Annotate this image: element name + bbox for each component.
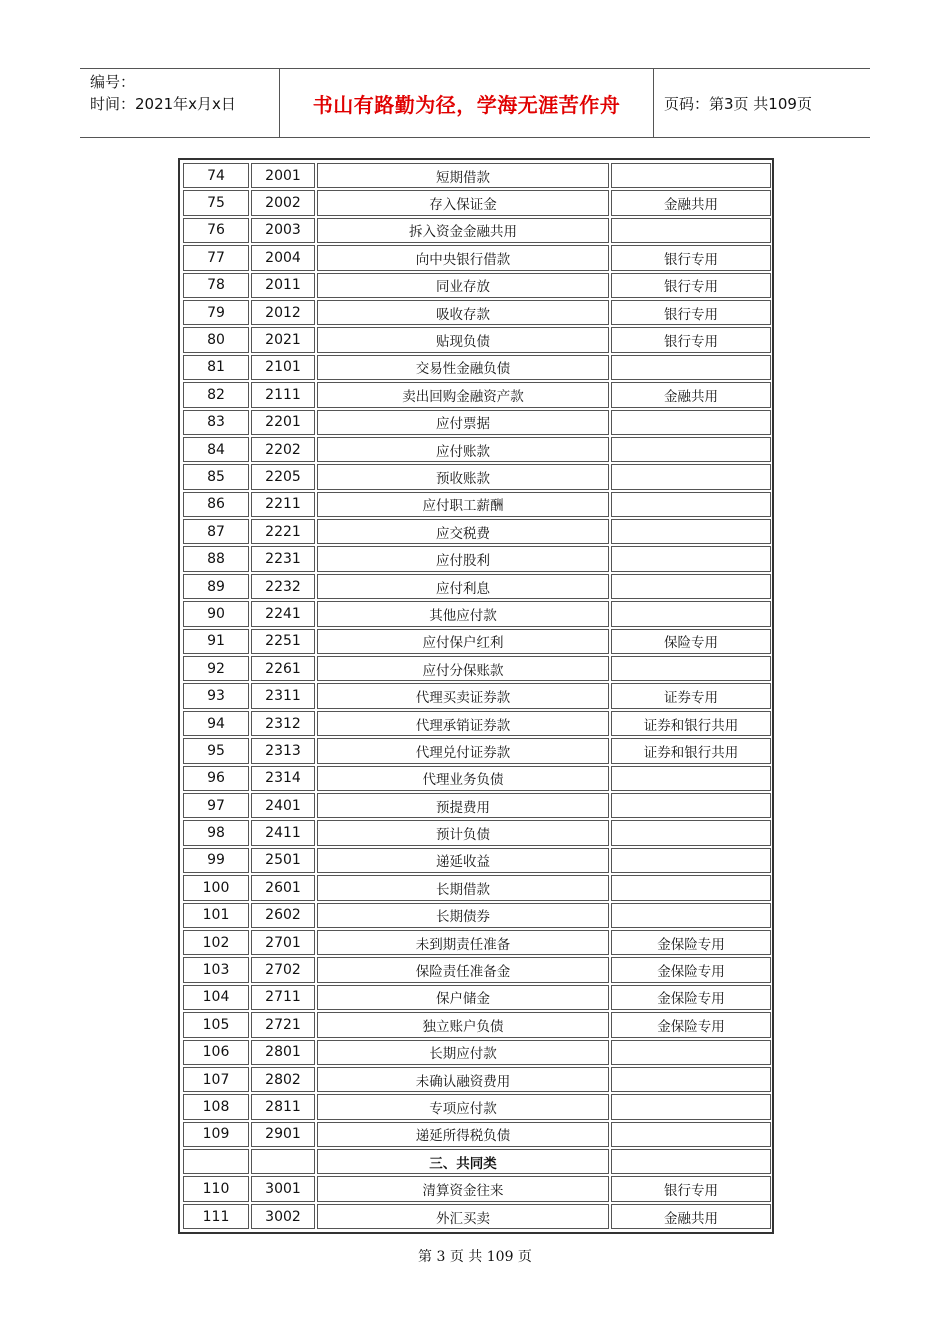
row-number-cell: 92 [183,656,249,681]
row-number-cell: 90 [183,601,249,626]
usage-note-cell [611,519,771,544]
row-number-cell: 87 [183,519,249,544]
account-code-cell: 2012 [251,300,315,325]
account-code-cell: 2231 [251,546,315,571]
account-code-cell: 2011 [251,273,315,298]
account-name-cell: 卖出回购金融资产款 [317,382,609,407]
account-code-cell: 2202 [251,437,315,462]
table-row [183,1067,771,1092]
table-row [183,327,771,352]
usage-note-cell [611,766,771,791]
account-name-cell: 代理兑付证券款 [317,738,609,763]
usage-note-cell [611,1122,771,1147]
page-header [80,68,870,138]
row-number-cell: 80 [183,327,249,352]
account-code-cell: 2721 [251,1012,315,1037]
row-number-cell: 83 [183,410,249,435]
row-number-cell: 76 [183,218,249,243]
account-name-cell: 向中央银行借款 [317,245,609,270]
usage-note-cell [611,1149,771,1174]
row-number-cell: 79 [183,300,249,325]
usage-note-cell [611,163,771,188]
account-name-cell: 保险责任准备金 [317,957,609,982]
account-code-cell: 2312 [251,711,315,736]
account-code-cell: 2601 [251,875,315,900]
account-code-cell [251,1149,315,1174]
usage-note-cell [611,903,771,928]
table-row [183,738,771,763]
account-name-cell: 应付保户红利 [317,629,609,654]
account-name-cell: 递延所得税负债 [317,1122,609,1147]
table-row [183,711,771,736]
account-name-cell: 预计负债 [317,820,609,845]
account-name-cell: 应付职工薪酬 [317,492,609,517]
account-name-cell: 预收账款 [317,464,609,489]
row-number-cell: 103 [183,957,249,982]
row-number-cell: 98 [183,820,249,845]
usage-note-cell [611,437,771,462]
usage-note-cell: 金融共用 [611,382,771,407]
account-name-cell: 长期债券 [317,903,609,928]
account-code-cell: 2411 [251,820,315,845]
usage-note-cell: 金保险专用 [611,930,771,955]
usage-note-cell: 银行专用 [611,327,771,352]
row-number-cell: 106 [183,1040,249,1065]
account-name-cell: 同业存放 [317,273,609,298]
account-name-cell: 清算资金往来 [317,1176,609,1201]
table-row [183,683,771,708]
account-code-cell: 3001 [251,1176,315,1201]
account-code-cell: 2701 [251,930,315,955]
account-name-cell: 短期借款 [317,163,609,188]
usage-note-cell: 证券专用 [611,683,771,708]
account-code-cell: 2101 [251,355,315,380]
row-number-cell: 96 [183,766,249,791]
table-row [183,1012,771,1037]
row-number-cell: 109 [183,1122,249,1147]
account-name-cell: 专项应付款 [317,1094,609,1119]
table-row [183,629,771,654]
usage-note-cell [611,601,771,626]
usage-note-cell [611,793,771,818]
table-row [183,875,771,900]
account-name-cell: 应付分保账款 [317,656,609,681]
account-code-cell: 2314 [251,766,315,791]
account-code-cell: 2602 [251,903,315,928]
usage-note-cell [611,355,771,380]
table-row [183,1094,771,1119]
row-number-cell: 91 [183,629,249,654]
account-name-cell: 应付账款 [317,437,609,462]
account-name-cell: 存入保证金 [317,190,609,215]
usage-note-cell [611,546,771,571]
table-row [183,1176,771,1201]
usage-note-cell: 金保险专用 [611,985,771,1010]
account-code-cell: 2201 [251,410,315,435]
row-number-cell: 110 [183,1176,249,1201]
account-code-cell: 2901 [251,1122,315,1147]
account-code-cell: 2802 [251,1067,315,1092]
usage-note-cell [611,1040,771,1065]
account-code-cell: 2261 [251,656,315,681]
table-row [183,903,771,928]
account-name-cell: 长期应付款 [317,1040,609,1065]
row-number-cell: 95 [183,738,249,763]
account-name-cell: 长期借款 [317,875,609,900]
account-code-cell: 2313 [251,738,315,763]
usage-note-cell: 证券和银行共用 [611,738,771,763]
account-code-cell: 2205 [251,464,315,489]
account-name-cell: 外汇买卖 [317,1204,609,1229]
account-name-cell: 预提费用 [317,793,609,818]
table-row [183,190,771,215]
account-code-cell: 2251 [251,629,315,654]
table-row [183,245,771,270]
row-number-cell: 86 [183,492,249,517]
row-number-cell: 77 [183,245,249,270]
account-code-cell: 2801 [251,1040,315,1065]
header-meta [80,69,280,137]
table-row [183,410,771,435]
account-name-cell: 未到期责任准备 [317,930,609,955]
row-number-cell: 104 [183,985,249,1010]
table-row [183,492,771,517]
usage-note-cell: 证券和银行共用 [611,711,771,736]
account-code-cell: 3002 [251,1204,315,1229]
usage-note-cell: 银行专用 [611,300,771,325]
usage-note-cell: 金保险专用 [611,1012,771,1037]
usage-note-cell: 保险专用 [611,629,771,654]
row-number-cell: 99 [183,848,249,873]
row-number-cell: 100 [183,875,249,900]
account-name-cell: 应付利息 [317,574,609,599]
row-number-cell: 93 [183,683,249,708]
account-name-cell: 递延收益 [317,848,609,873]
row-number-cell: 108 [183,1094,249,1119]
table-row [183,300,771,325]
usage-note-cell [611,464,771,489]
table-row [183,382,771,407]
account-name-cell: 独立账户负债 [317,1012,609,1037]
table-row [183,163,771,188]
usage-note-cell [611,875,771,900]
account-name-cell: 代理买卖证券款 [317,683,609,708]
table-row [183,848,771,873]
account-name-cell: 交易性金融负债 [317,355,609,380]
table-row [183,930,771,955]
account-code-cell: 2401 [251,793,315,818]
time-label: 时间：2021年x月x日 [90,95,236,113]
account-code-cell: 2501 [251,848,315,873]
usage-note-cell [611,820,771,845]
number-label: 编号： [90,73,136,91]
row-number-cell: 97 [183,793,249,818]
account-code-cell: 2001 [251,163,315,188]
usage-note-cell: 银行专用 [611,1176,771,1201]
accounts-table-body [183,163,771,1229]
usage-note-cell [611,848,771,873]
row-number-cell: 88 [183,546,249,571]
account-code-cell: 2211 [251,492,315,517]
header-page-info: 页码：第3页 共109页 [664,94,812,113]
table-row [183,766,771,791]
row-number-cell: 111 [183,1204,249,1229]
section-row [183,1149,771,1174]
header-motto: 书山有路勤为径，学海无涯苦作舟 [280,69,654,137]
table-row [183,1122,771,1147]
usage-note-cell [611,492,771,517]
row-number-cell: 78 [183,273,249,298]
row-number-cell: 89 [183,574,249,599]
account-code-cell: 2221 [251,519,315,544]
account-name-cell: 拆入资金金融共用 [317,218,609,243]
account-code-cell: 2702 [251,957,315,982]
usage-note-cell [611,1067,771,1092]
usage-note-cell [611,574,771,599]
account-name-cell: 未确认融资费用 [317,1067,609,1092]
table-row [183,218,771,243]
account-code-cell: 2021 [251,327,315,352]
table-row [183,1040,771,1065]
accounts-table [181,161,773,1231]
table-row [183,437,771,462]
account-name-cell: 贴现负债 [317,327,609,352]
row-number-cell: 105 [183,1012,249,1037]
table-row [183,793,771,818]
table-row [183,957,771,982]
table-row [183,601,771,626]
account-code-cell: 2002 [251,190,315,215]
account-code-cell: 2003 [251,218,315,243]
usage-note-cell: 金保险专用 [611,957,771,982]
usage-note-cell: 银行专用 [611,273,771,298]
table-row [183,464,771,489]
account-name-cell: 应付股利 [317,546,609,571]
row-number-cell: 84 [183,437,249,462]
account-code-cell: 2311 [251,683,315,708]
row-number-cell: 102 [183,930,249,955]
account-name-cell: 应交税费 [317,519,609,544]
account-code-cell: 2241 [251,601,315,626]
table-row [183,820,771,845]
account-name-cell: 吸收存款 [317,300,609,325]
page-footer: 第 3 页 共 109 页 [418,1249,532,1265]
usage-note-cell [611,1094,771,1119]
table-row [183,355,771,380]
account-name-cell: 其他应付款 [317,601,609,626]
usage-note-cell [611,410,771,435]
table-row [183,656,771,681]
row-number-cell [183,1149,249,1174]
account-name-cell: 保户储金 [317,985,609,1010]
account-code-cell: 2711 [251,985,315,1010]
account-code-cell: 2811 [251,1094,315,1119]
row-number-cell: 81 [183,355,249,380]
account-name-cell: 代理业务负债 [317,766,609,791]
row-number-cell: 75 [183,190,249,215]
table-row [183,546,771,571]
usage-note-cell: 银行专用 [611,245,771,270]
table-row [183,273,771,298]
account-name-cell: 代理承销证券款 [317,711,609,736]
row-number-cell: 107 [183,1067,249,1092]
row-number-cell: 94 [183,711,249,736]
account-code-cell: 2004 [251,245,315,270]
usage-note-cell: 金融共用 [611,190,771,215]
row-number-cell: 101 [183,903,249,928]
account-code-cell: 2232 [251,574,315,599]
table-row [183,1204,771,1229]
account-name-cell: 应付票据 [317,410,609,435]
usage-note-cell: 金融共用 [611,1204,771,1229]
row-number-cell: 74 [183,163,249,188]
table-row [183,985,771,1010]
account-code-cell: 2111 [251,382,315,407]
row-number-cell: 85 [183,464,249,489]
usage-note-cell [611,656,771,681]
usage-note-cell [611,218,771,243]
table-row [183,519,771,544]
account-name-cell: 三、共同类 [317,1149,609,1174]
table-row [183,574,771,599]
row-number-cell: 82 [183,382,249,407]
accounts-table-frame [178,158,774,1234]
